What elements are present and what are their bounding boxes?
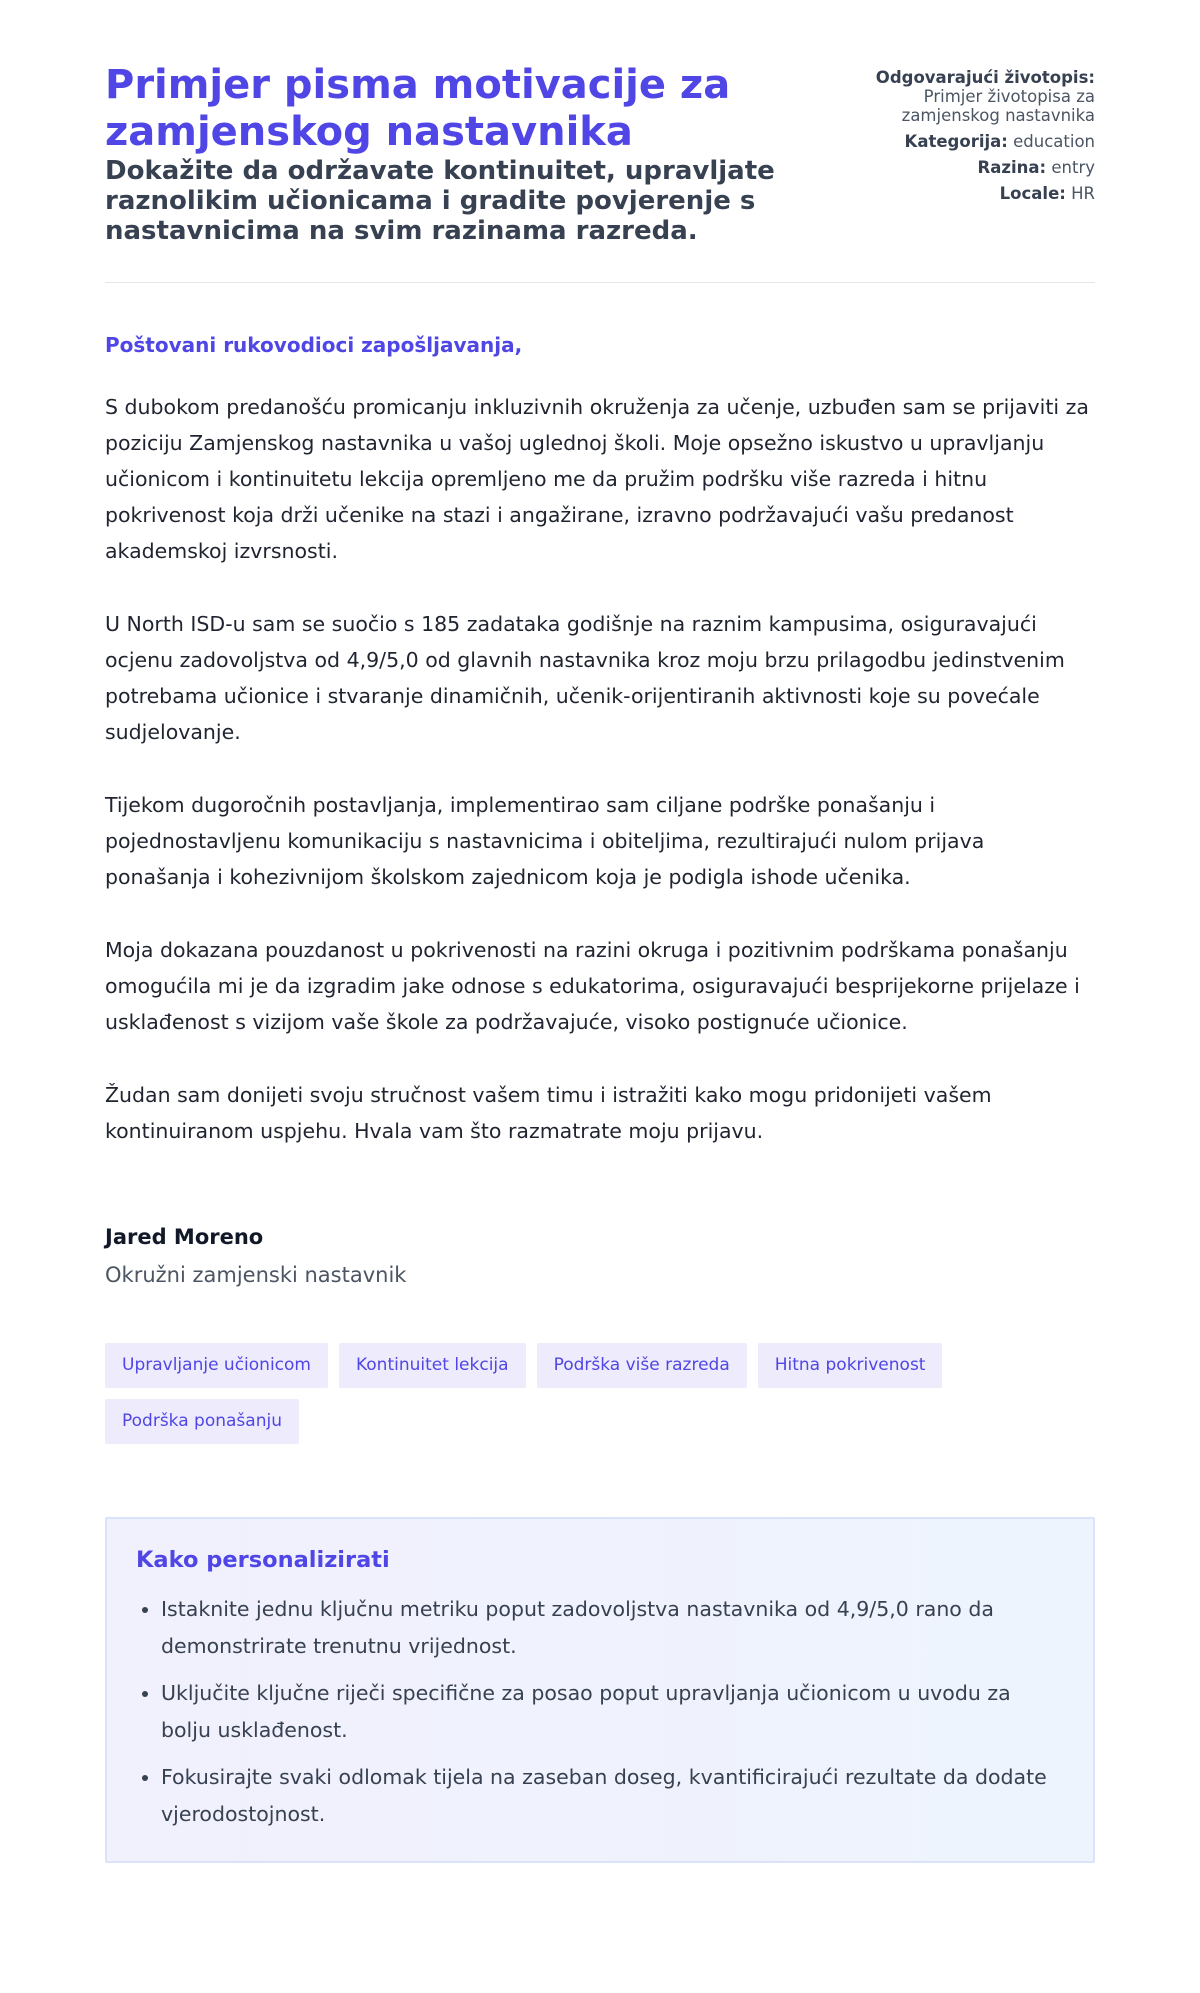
tips-title: Kako personalizirati	[136, 1547, 390, 1573]
letter-paragraph: U North ISD-u sam se suočio s 185 zadataka godišnje na raznim kampusima, osiguravajući ocjenu zadovoljstva od 4,9/5,0 od glavnih nastavnika kroz moju brzu prilagodbu jedinstvenim potrebama učionice i stvaranje dinamičnih, učenik-orijentiranih aktivnosti koje su povećale sudjelovanje.	[105, 612, 1065, 744]
tips-list	[136, 1591, 1064, 1833]
letter-paragraph: Moja dokazana pouzdanost u pokrivenosti na razini okruga i pozitivnim podrškama ponašanju omogućila mi je da izgradim jake odnose s edukatorima, osiguravajući besprijekorne prijelaze i usklađenost s vizijom vaše škole za podržavajuće, visoko postignuće učionice.	[105, 938, 1080, 1034]
page-header	[105, 62, 1095, 283]
letter-paragraph: S dubokom predanošću promicanju inkluzivnih okruženja za učenje, uzbuđen sam se prijaviti za poziciju Zamjenskog nastavnika u vašoj uglednoj školi. Moje opsežno iskustvo u upravljanju učionicom i kontinuitetu lekcija opremljeno me da pružim podršku više razreda i hitnu pokrivenost koja drži učenike na stazi i angažirane, izravno podržavajući vašu predanost akademskoj izvrsnosti.	[105, 395, 1089, 563]
signature-name: Jared Moreno	[105, 1225, 264, 1249]
meta-level-value: entry	[1051, 158, 1095, 177]
skill-tag: Podrška ponašanju	[105, 1399, 299, 1444]
meta-level	[845, 158, 1095, 177]
tips-item: • Istaknite jednu ključnu metriku poput zadovoljstva nastavnika od 4,9/5,0 rano da demonstrirate trenutnu vrijednost.	[161, 1591, 1064, 1665]
page-subtitle: Dokažite da održavate kontinuitet, upravljate raznolikim učionicama i gradite povjerenje s nastavnicima na svim razinama razreda.	[105, 156, 775, 246]
tips-item: • Uključite ključne riječi specifične za posao poput upravljanja učionicom u uvodu za bolju usklađenost.	[161, 1675, 1064, 1749]
signature-block	[105, 1225, 1095, 1287]
meta-locale-value: HR	[1071, 184, 1095, 203]
meta-resume-label: Odgovarajući životopis:	[875, 68, 1095, 87]
cover-letter-page	[105, 0, 1095, 1863]
tips-item: • Fokusirajte svaki odlomak tijela na zaseban doseg, kvantificirajući rezultate da dodate vjerodostojnost.	[161, 1759, 1064, 1833]
signature-role: Okružni zamjenski nastavnik	[105, 1263, 407, 1287]
meta-panel	[845, 62, 1095, 210]
meta-category-label: Kategorija:	[904, 132, 1008, 151]
personalize-tips-box	[105, 1517, 1095, 1863]
meta-level-label: Razina:	[977, 158, 1047, 177]
meta-category-value: education	[1013, 132, 1095, 151]
skill-tag: Upravljanje učionicom	[105, 1343, 328, 1388]
meta-category	[845, 132, 1095, 151]
letter-paragraph: Žudan sam donijeti svoju stručnost vašem timu i istražiti kako mogu pridonijeti vašem kontinuiranom uspjehu. Hvala vam što razmatrate moju prijavu.	[105, 1083, 992, 1143]
skill-tags	[105, 1343, 1095, 1444]
meta-resume	[845, 68, 1095, 125]
letter-salutation: Poštovani rukovodioci zapošljavanja,	[105, 333, 523, 357]
skill-tag: Kontinuitet lekcija	[339, 1343, 526, 1388]
meta-locale-label: Locale:	[999, 184, 1066, 203]
skill-tag: Podrška više razreda	[537, 1343, 747, 1388]
header-titles	[105, 62, 805, 246]
letter-paragraph: Tijekom dugoročnih postavljanja, implementirao sam ciljane podrške ponašanju i pojednostavljenu komunikaciju s nastavnicima i obiteljima, rezultirajući nulom prijava ponašanja i kohezivnijom školskom zajednicom koja je podigla ishode učenika.	[105, 793, 985, 889]
meta-locale	[845, 184, 1095, 203]
page-title: Primjer pisma motivacije za zamjenskog nastavnika	[105, 62, 731, 155]
meta-resume-value: Primjer životopisa za zamjenskog nastavnika	[901, 87, 1095, 125]
skill-tag: Hitna pokrivenost	[758, 1343, 943, 1388]
